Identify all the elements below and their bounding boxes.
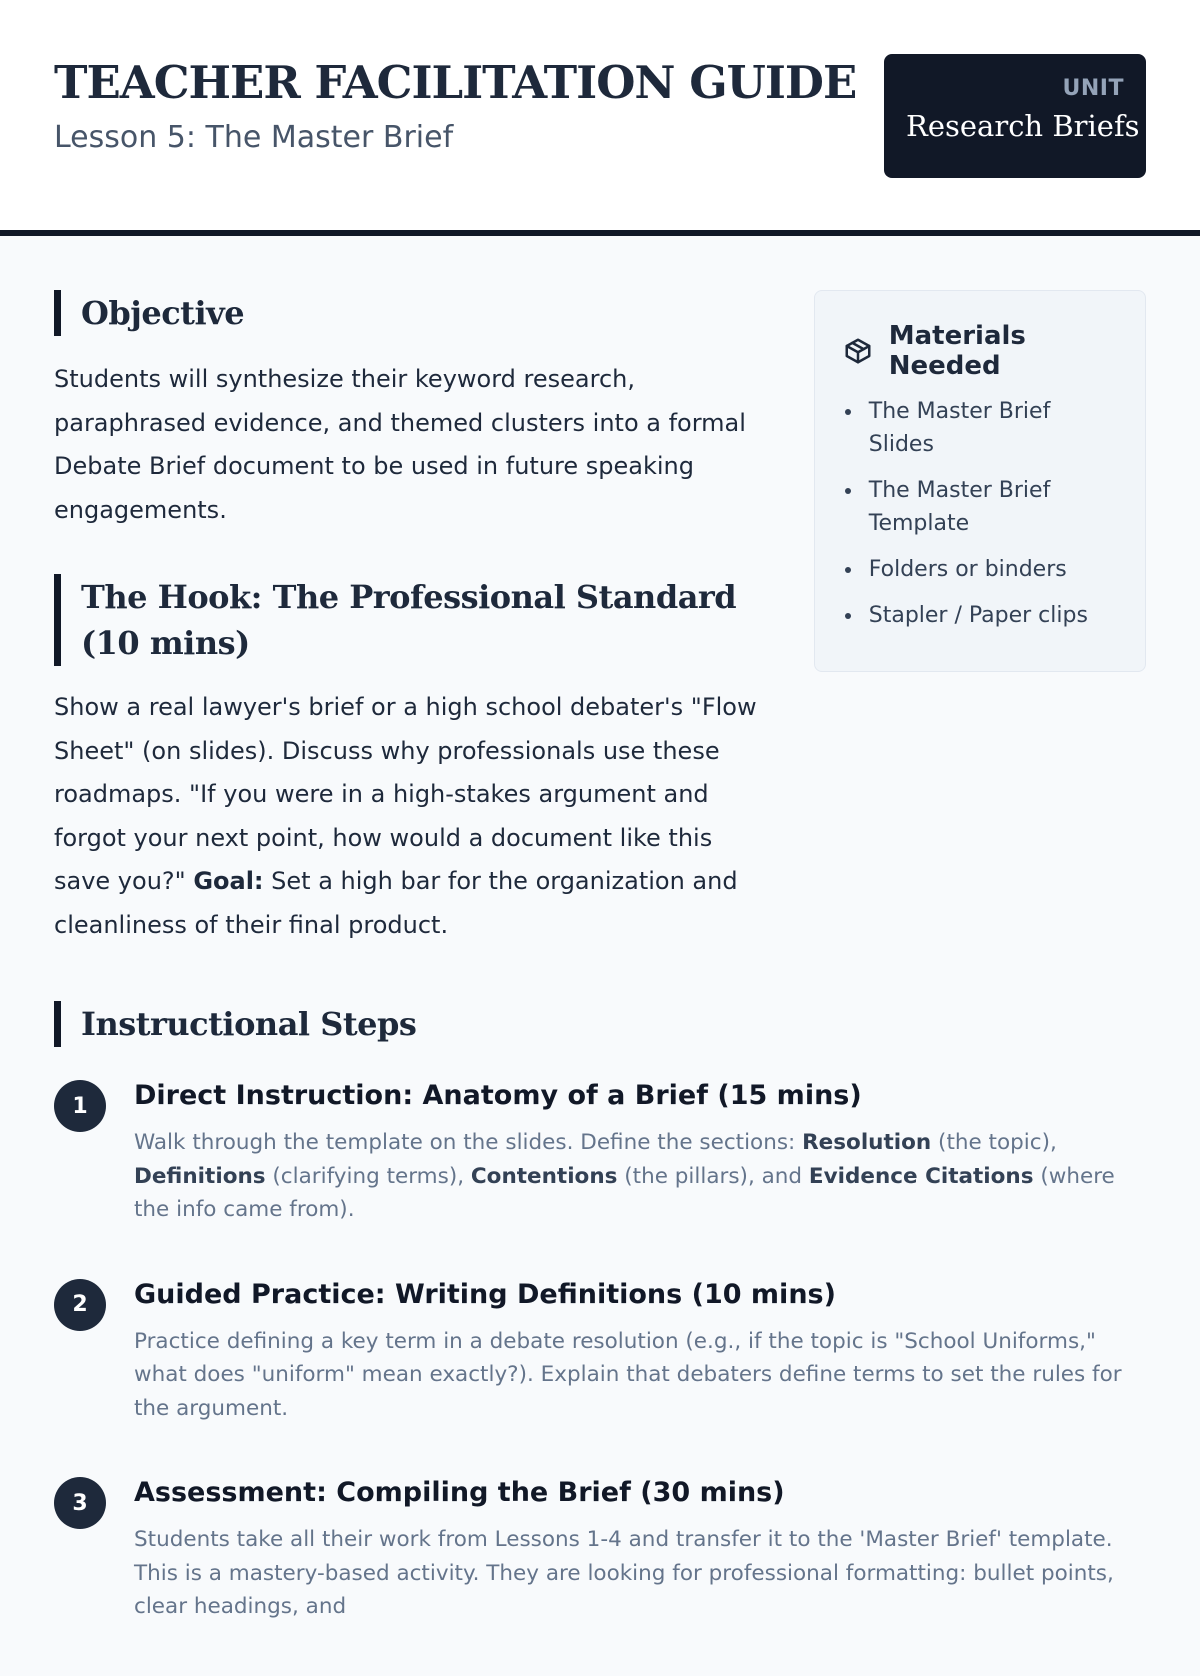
step-title: Assessment: Compiling the Brief (30 mins) — [134, 1477, 785, 1508]
header-text — [54, 56, 856, 155]
step-text: (the topic), — [931, 1130, 1057, 1155]
step-number-badge: 3 — [54, 1477, 106, 1529]
hook-section — [54, 574, 762, 947]
objective-section — [54, 290, 762, 532]
lesson-subtitle: Lesson 5: The Master Brief — [54, 120, 454, 155]
step-text: (the pillars), and — [617, 1163, 809, 1189]
step-body — [134, 1279, 1146, 1426]
package-icon — [843, 336, 873, 366]
materials-card — [814, 290, 1146, 672]
materials-item: The Master Brief Template — [843, 474, 1119, 540]
step-description: Practice defining a key term in a debate resolution (e.g., if the topic is "School Uniforms," what does "uniform" mean exactly?). Explain that debaters define terms to set the rules for the argument. — [134, 1328, 1122, 1421]
hook-goal-label: Goal: — [193, 867, 264, 895]
content-area — [0, 236, 1200, 1047]
main-column — [54, 290, 762, 1047]
step-item — [54, 1279, 1146, 1426]
materials-title: Materials Needed — [888, 321, 1026, 381]
step-body — [134, 1477, 1146, 1624]
page-header — [0, 0, 1200, 236]
term-resolution: Resolution — [802, 1130, 932, 1155]
instructional-steps-heading: Instructional Steps — [54, 1001, 762, 1047]
objective-heading: Objective — [54, 290, 762, 336]
materials-title-row — [843, 321, 1119, 381]
step-item — [54, 1477, 1146, 1624]
unit-badge — [884, 54, 1146, 178]
hook-goal-text: Set a high bar for the organization and cleanliness of their final product. — [54, 867, 738, 939]
step-title: Direct Instruction: Anatomy of a Brief (15 mins) — [134, 1080, 862, 1111]
hook-body: Show a real lawyer's brief or a high school debater's "Flow Sheet" (on slides). Discuss why professionals use these roadmaps. "If you were in a high-stakes argument and forgot your next point, how would a document like this save you?" — [54, 693, 757, 895]
unit-label: UNIT — [1062, 76, 1124, 101]
step-item — [54, 1080, 1146, 1227]
hook-heading: The Hook: The Professional Standard (10 mins) — [54, 574, 762, 666]
step-description — [134, 1126, 1146, 1227]
sidebar — [814, 290, 1146, 1047]
page-title: TEACHER FACILITATION GUIDE — [54, 56, 857, 109]
instructional-steps-section — [54, 1001, 762, 1047]
term-contentions: Contentions — [470, 1163, 618, 1189]
steps-list — [54, 1080, 1146, 1676]
step-body — [134, 1080, 1146, 1227]
materials-item: The Master Brief Slides — [843, 395, 1119, 461]
objective-text: Students will synthesize their keyword research, paraphrased evidence, and themed clusters into a formal Debate Brief document to be used in future speaking engagements. — [54, 365, 746, 524]
term-definitions: Definitions — [134, 1163, 266, 1189]
step-number-badge: 1 — [54, 1080, 106, 1132]
materials-item: Stapler / Paper clips — [843, 599, 1119, 632]
step-title: Guided Practice: Writing Definitions (10 mins) — [134, 1278, 836, 1310]
step-text: (where the info came from). — [134, 1163, 1115, 1222]
unit-name: Research Briefs — [906, 109, 1140, 143]
step-text: (clarifying terms), — [265, 1163, 471, 1189]
step-description: Students take all their work from Lessons 1-4 and transfer it to the 'Master Brief' template. This is a mastery-based activity. They are looking for professional formatting: bullet points, clear headings, and — [134, 1527, 1114, 1619]
step-text: Walk through the template on the slides. Define the sections: — [134, 1130, 803, 1155]
hook-text — [54, 686, 762, 947]
materials-item: Folders or binders — [843, 553, 1119, 586]
materials-list — [843, 395, 1119, 632]
term-evidence-citations: Evidence Citations — [808, 1163, 1034, 1189]
step-number-badge: 2 — [54, 1279, 106, 1331]
